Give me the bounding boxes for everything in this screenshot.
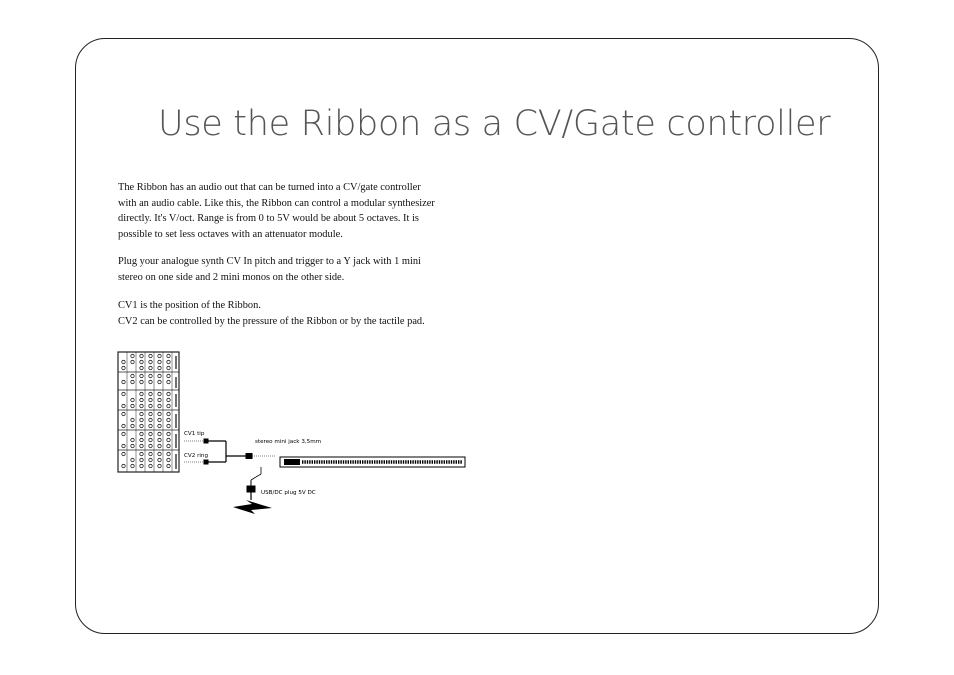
page-title: Use the Ribbon as a CV/Gate controller [158, 104, 831, 144]
text-line: stereo on one side and 2 mini monos on the other side. [118, 271, 345, 283]
usb-plug-icon [247, 467, 261, 500]
cv2-label: CV2 ring [184, 453, 209, 459]
text-line: The Ribbon has an audio out that can be turned into a CV/gate controller [118, 182, 421, 193]
text-line: directly. It's V/oct. Range is from 0 to 5V would be about 5 octaves. It is [118, 213, 419, 224]
text-line: with an audio cable. Like this, the Ribbon can control a modular synthesizer [118, 197, 435, 209]
usb-label: USB/DC plug 5V DC [261, 490, 316, 496]
text-line: CV2 can be controlled by the pressure of the Ribbon or by the tactile pad. [118, 315, 425, 327]
cable-label: stereo mini jack 3,5mm [255, 439, 322, 445]
text-line: CV1 is the position of the Ribbon. [118, 300, 261, 311]
modular-synth-icon [118, 352, 179, 472]
text-line: Plug your analogue synth CV In pitch and trigger to a Y jack with 1 mini [118, 256, 421, 267]
cv1-label: CV1 tip [184, 431, 205, 437]
text-line: possible to set less octaves with an attenuator module. [118, 228, 343, 240]
ribbon-controller-icon [280, 457, 465, 467]
power-arrow-icon [233, 500, 272, 514]
